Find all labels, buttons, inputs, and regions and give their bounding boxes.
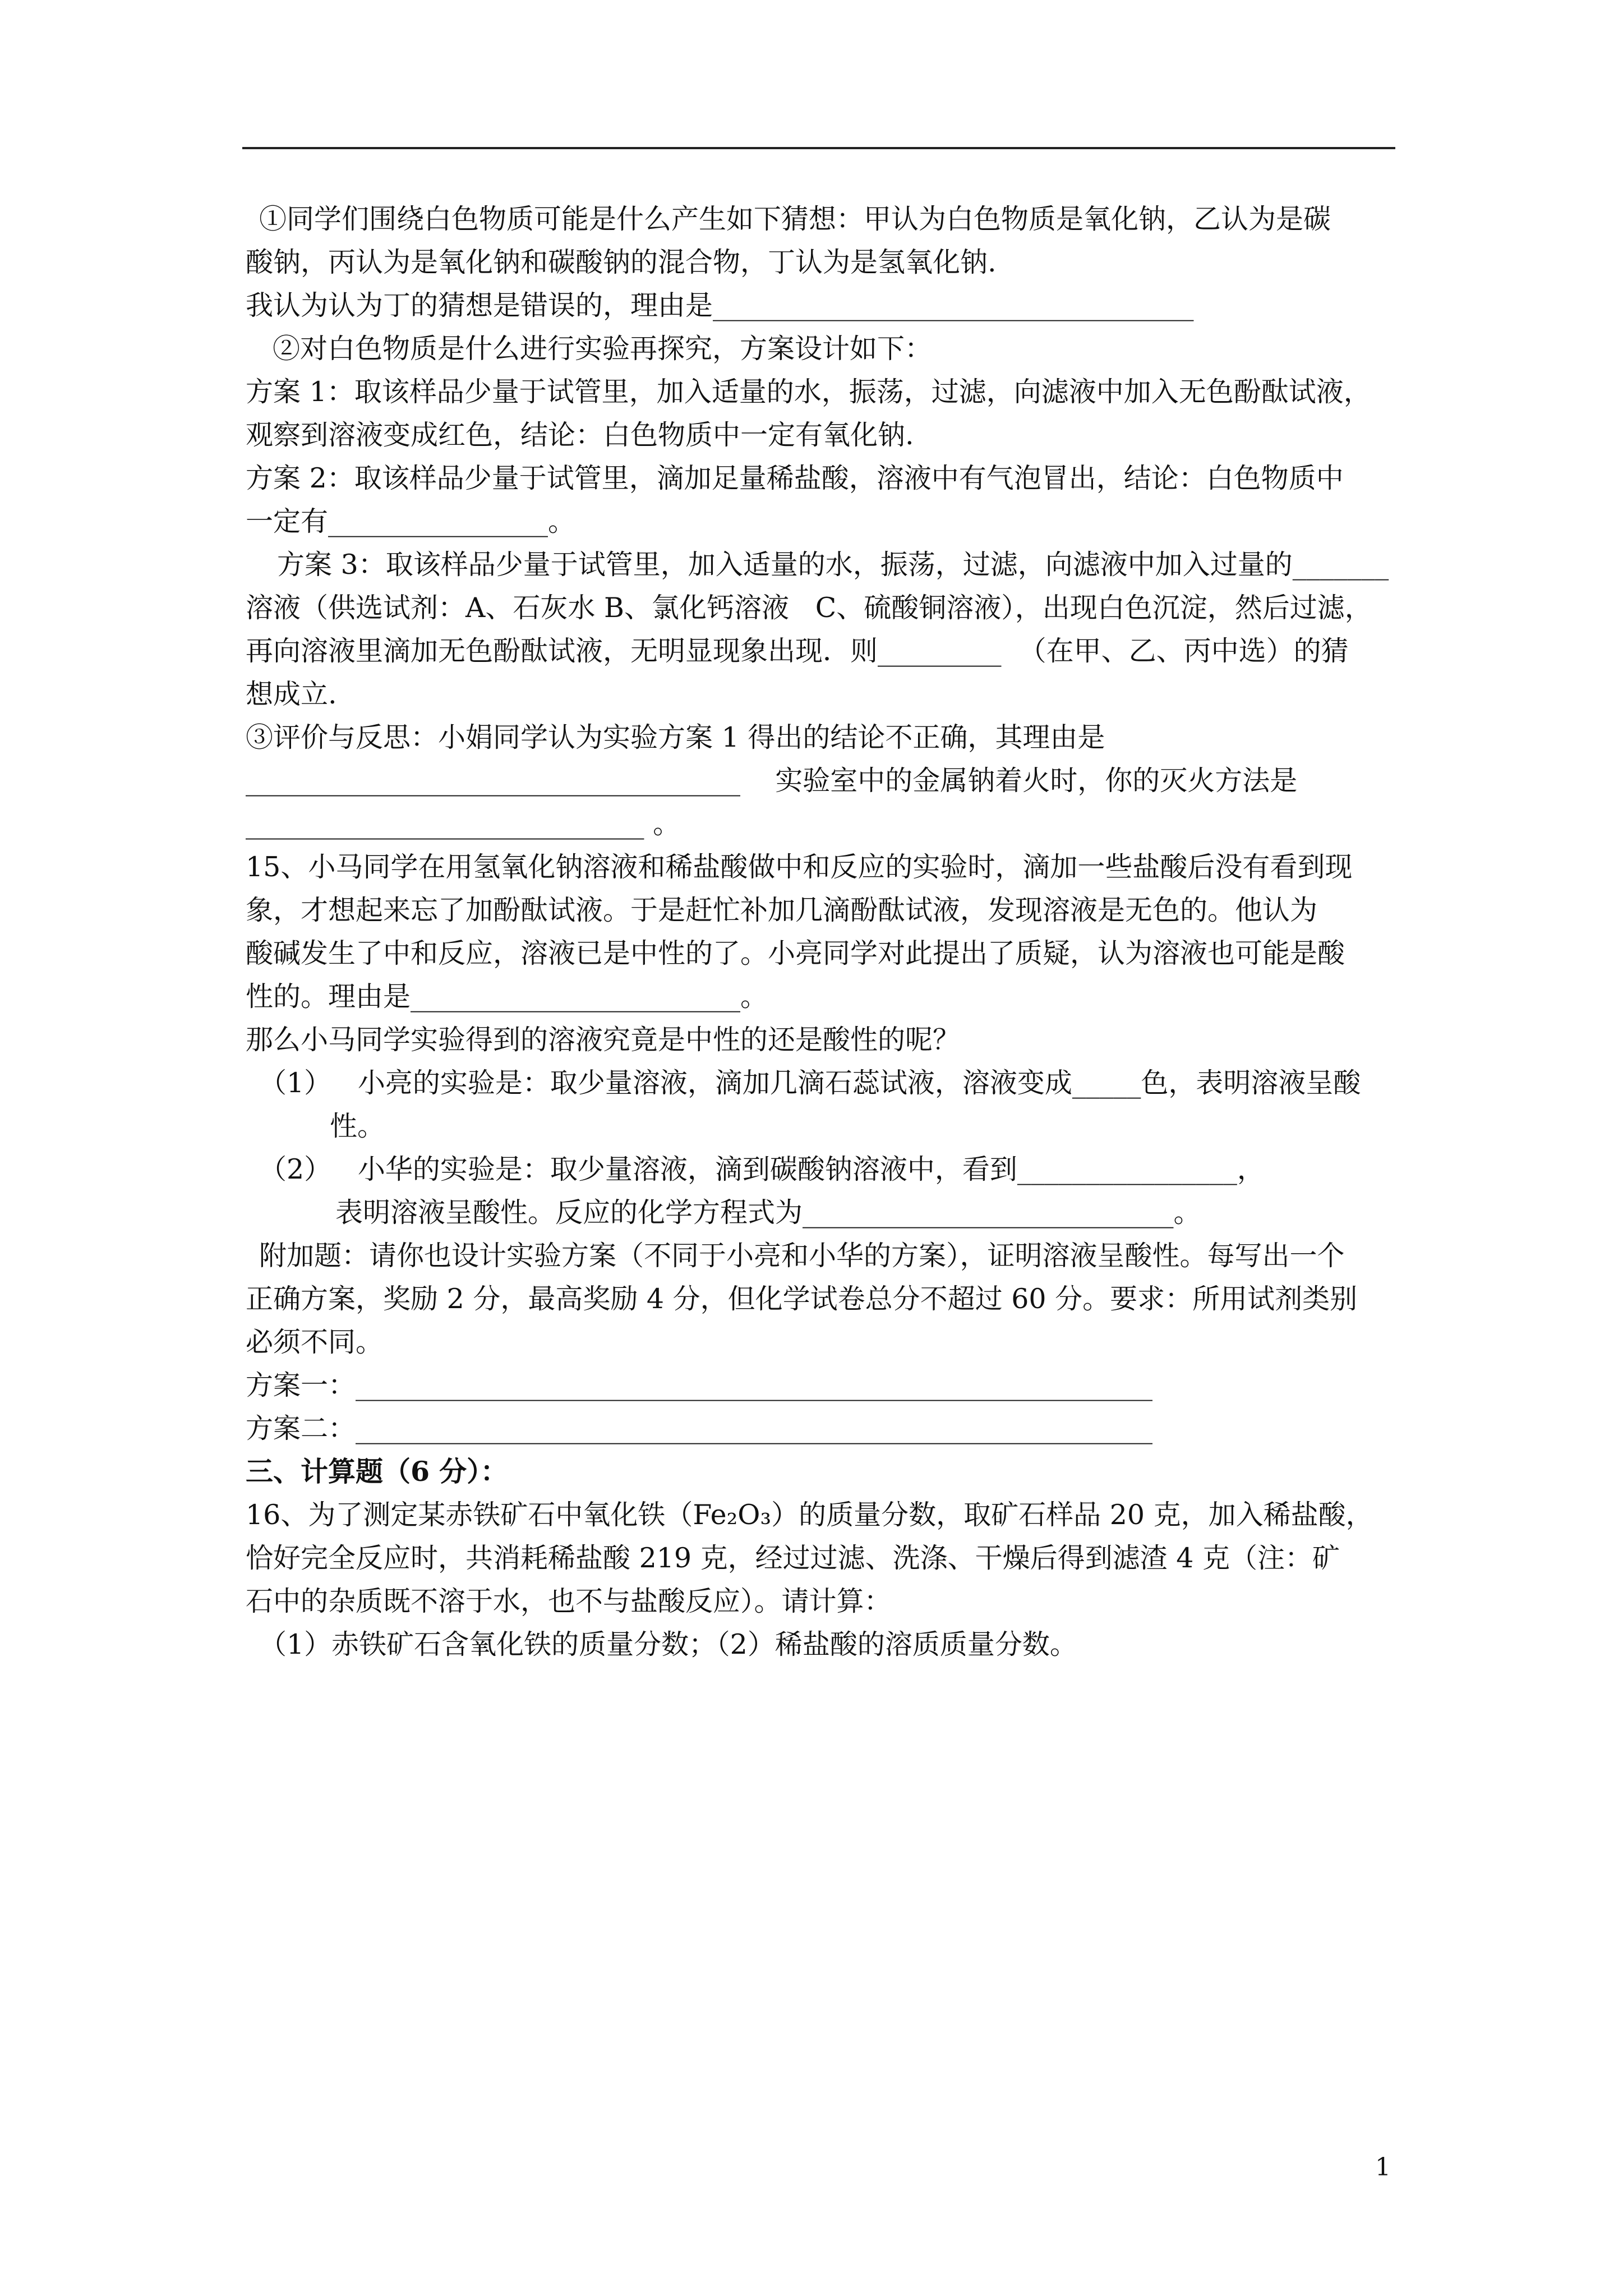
- q15-intro-cont3: 性的。理由是________________________。: [246, 981, 768, 1013]
- bonus-plan1: 方案一：__________________________________________________________: [246, 1369, 1153, 1401]
- q16-tasks: （1）赤铁矿石含氧化铁的质量分数；（2）稀盐酸的溶质质量分数。: [259, 1628, 1077, 1660]
- q15-part1-cont: 性。: [330, 1110, 385, 1142]
- q14-plan3-cont: 溶液（供选试剂：A、石灰水 B、氯化钙溶液 C、硫酸铜溶液），出现白色沉淀，然后过滤，: [246, 592, 1372, 624]
- q15-question: 那么小马同学实验得到的溶液究竟是中性的还是酸性的呢？: [246, 1024, 961, 1056]
- q14-evaluation-cont: ____________________________________ 实验室中的金属钠着火时，你的灭火方法是: [246, 765, 1298, 797]
- q14-plan1: 方案 1：取该样品少量于试管里，加入适量的水，振荡，过滤，向滤液中加入无色酚酞试液，: [246, 376, 1371, 408]
- q16-intro-cont: 恰好完全反应时，共消耗稀盐酸 219 克，经过过滤、洗涤、干燥后得到滤渣 4 克（注：矿: [246, 1542, 1340, 1574]
- q15-part2: （2） 小华的实验是：取少量溶液，滴到碳酸钠溶液中，看到________________，: [259, 1153, 1265, 1185]
- q14-plan1-cont: 观察到溶液变成红色，结论：白色物质中一定有氧化钠.: [246, 419, 914, 451]
- q14-evaluation: ③评价与反思：小娟同学认为实验方案 1 得出的结论不正确，其理由是: [246, 721, 1105, 753]
- q15-intro-cont: 象，才想起来忘了加酚酞试液。于是赶忙补加几滴酚酞试液，发现溶液是无色的。他认为: [246, 894, 1318, 926]
- q14-plan2: 方案 2：取该样品少量于试管里，滴加足量稀盐酸，溶液中有气泡冒出，结论：白色物质中: [246, 462, 1344, 494]
- q14-plan3-cont3: 想成立.: [246, 678, 337, 710]
- page-number: 1: [1375, 2153, 1391, 2182]
- bonus-plan2: 方案二：__________________________________________________________: [246, 1412, 1153, 1444]
- header-divider: [242, 147, 1395, 149]
- bonus-question-cont: 正确方案，奖励 2 分，最高奖励 4 分，但化学试卷总分不超过 60 分。要求：所用试剂类别: [246, 1283, 1358, 1315]
- bonus-question-cont2: 必须不同。: [246, 1326, 384, 1358]
- q14-plan2-cont: 一定有________________。: [246, 505, 576, 537]
- q15-part2-cont: 表明溶液呈酸性。反应的化学方程式为___________________________。: [335, 1197, 1201, 1228]
- q14-plan3-cont2: 再向溶液里滴加无色酚酞试液，无明显现象出现．则_________ （在甲、乙、丙中选）的猜: [246, 635, 1349, 667]
- q14-evaluation-cont2: _____________________________ 。: [246, 808, 681, 840]
- document-body: [246, 197, 1395, 1666]
- q14-guess-intro: ①同学们围绕白色物质可能是什么产生如下猜想：甲认为白色物质是氧化钠，乙认为是碳: [259, 203, 1331, 235]
- q14-plan3: 方案 3：取该样品少量于试管里，加入适量的水，振荡，过滤，向滤液中加入过量的_______: [277, 549, 1389, 581]
- q14-guess-intro-cont: 酸钠，丙认为是氧化钠和碳酸钠的混合物，丁认为是氢氧化钠.: [246, 246, 997, 278]
- q14-reason-blank: 我认为认为丁的猜想是错误的，理由是___________________________________: [246, 289, 1194, 321]
- q16-intro-cont2: 石中的杂质既不溶于水，也不与盐酸反应）。请计算：: [246, 1585, 892, 1617]
- q15-part1: （1） 小亮的实验是：取少量溶液，滴加几滴石蕊试液，溶液变成_____色，表明溶液呈酸: [259, 1067, 1361, 1099]
- q15-intro: 15、小马同学在用氢氧化钠溶液和稀盐酸做中和反应的实验时，滴加一些盐酸后没有看到现: [246, 851, 1353, 883]
- section-heading-calculation: 三、计算题（6 分）：: [246, 1455, 508, 1488]
- q15-intro-cont2: 酸碱发生了中和反应，溶液已是中性的了。小亮同学对此提出了质疑，认为溶液也可能是酸: [246, 937, 1345, 969]
- q14-plan-intro: ②对白色物质是什么进行实验再探究，方案设计如下：: [273, 333, 933, 365]
- bonus-question: 附加题：请你也设计实验方案（不同于小亮和小华的方案），证明溶液呈酸性。每写出一个: [259, 1240, 1345, 1272]
- q16-intro: 16、为了测定某赤铁矿石中氧化铁（Fe₂O₃）的质量分数，取矿石样品 20 克，加入稀盐酸，: [246, 1499, 1373, 1531]
